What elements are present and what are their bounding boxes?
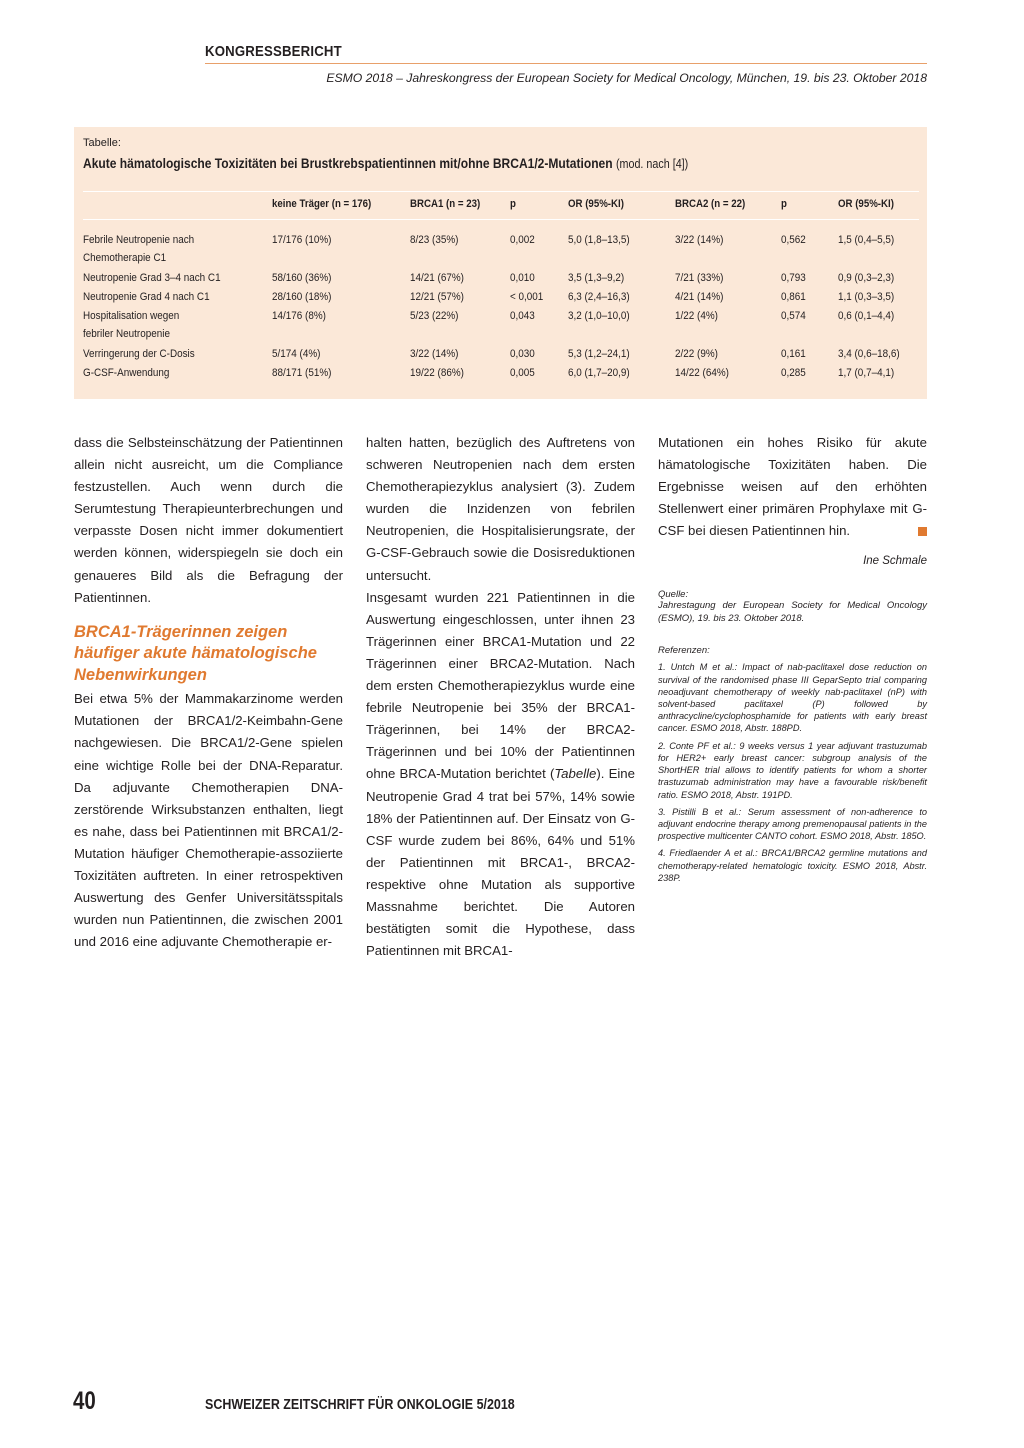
table-cell: 6,3 (2,4–16,3) [568, 291, 630, 303]
table-cell: 3,4 (0,6–18,6) [838, 348, 900, 360]
table-cell: 0,030 [510, 348, 535, 360]
table-cell: 6,0 (1,7–20,9) [568, 367, 630, 379]
paragraph-text: Insgesamt wurden 221 Patientinnen in die Auswertung eingeschlossen, unter ihnen 23 Trägerinnen einer BRCA1-Mutation und 22 Trägerinnen einer BRCA2-Mutation. Nach dem ersten Chemotherapiezyklus wurde eine febrile Neutropenie bei 35% der BRCA1-Trägerinnen, bei 14% der BRCA2-Trägerinnen und bei 10% der Patientinnen ohne BRCA-Mutation berichtet ( [366, 589, 635, 782]
table-cell: 0,005 [510, 367, 535, 379]
table-cell: 3,5 (1,3–9,2) [568, 272, 625, 284]
table-source-note: (mod. nach [4]) [615, 157, 689, 171]
header-rule [205, 63, 927, 64]
table-cell: 0,6 (0,1–4,4) [838, 310, 895, 322]
source-text: Jahrestagung der European Society for Medical Oncology (ESMO), 19. bis 23. Oktober 2018. [658, 600, 927, 624]
table-cell: 19/22 (86%) [410, 367, 464, 379]
table-header-cell: p [510, 198, 516, 210]
table-row-label: Neutropenie Grad 4 nach C1 [83, 291, 210, 303]
table-header-cell: OR (95%-KI) [568, 198, 624, 210]
table-cell: 3/22 (14%) [675, 234, 724, 246]
article-column-2 [366, 432, 635, 962]
paragraph [658, 432, 927, 542]
table-cell: 5,3 (1,2–24,1) [568, 348, 630, 360]
table-box [74, 127, 927, 399]
table-cell: 14/176 (8%) [272, 310, 326, 322]
end-mark-icon [918, 527, 927, 536]
table-row-label: Hospitalisation wegen [83, 310, 180, 322]
author: Ine Schmale [863, 555, 927, 568]
table-row-label: Neutropenie Grad 3–4 nach C1 [83, 272, 221, 284]
table-cell: 14/21 (67%) [410, 272, 464, 284]
header-subtitle: ESMO 2018 – Jahreskongress der European Society for Medical Oncology, München, 19. bis 23. Oktober 2018 [326, 71, 927, 85]
table-cell: 88/171 (51%) [272, 367, 332, 379]
references-list [658, 661, 927, 883]
article-column-3 [658, 432, 927, 889]
table-row-label: Chemotherapie C1 [83, 252, 167, 264]
table-cell: 1,5 (0,4–5,5) [838, 234, 895, 246]
table-cell: 5,0 (1,8–13,5) [568, 234, 630, 246]
table-cell: 8/23 (35%) [410, 234, 459, 246]
paragraph: dass die Selbsteinschätzung der Patientinnen allein nicht ausreicht, um die Compliance festzustellen. Auch wenn durch die Serumtestung Therapieunterbrechungen und verpasste Dosen nicht immer dokumentiert werden können, widerspiegeln sie doch ein genaueres Bild als die Befragung der Patientinnen. [74, 435, 343, 605]
table-cell: < 0,001 [510, 291, 544, 303]
source-label: Quelle: [658, 589, 689, 601]
table-row-label: febriler Neutropenie [83, 328, 170, 340]
table-rule [83, 191, 919, 192]
table-cell: 0,9 (0,3–2,3) [838, 272, 895, 284]
reference-item: 1. Untch M et al.: Impact of nab-paclitaxel dose reduction on survival of the randomised phase III GeparSepto trial comparing neoadjuvant chemotherapy of weekly nab-paclitaxel (nP) with solvent-based paclitaxel (P) followed by anthracycline/cyclophosphamide for patients with early breast cancer. ESMO 2018, Abstr. 188PD. [658, 662, 927, 734]
table-cell: 5/174 (4%) [272, 348, 321, 360]
table-header-cell: BRCA1 (n = 23) [410, 198, 481, 210]
table-header-cell: OR (95%-KI) [838, 198, 894, 210]
table-rule [83, 219, 919, 220]
table-title [83, 155, 688, 171]
paragraph: Bei etwa 5% der Mammakarzinome werden Mutationen der BRCA1/2-Keimbahn-Gene nachgewiesen. Die BRCA1/2-Gene spielen eine wichtige Rolle bei der DNA-Reparatur. Da adjuvante Chemotherapien DNA-zerstörende Wirksubstanzen enthalten, liegt es nahe, dass bei Patientinnen mit BRCA1/2-Mutation häufiger Chemotherapie-assoziierte Toxizitäten auftreten. In einer retrospektiven Auswertung des Genfer Universitätsspitals wurden nun Patientinnen, die zwischen 2001 und 2016 eine adjuvante Chemotherapie er- [74, 691, 343, 950]
table-reference: Tabelle [554, 766, 597, 782]
table-cell: 0,793 [781, 272, 806, 284]
table-label: Tabelle: [83, 137, 121, 149]
subheading: BRCA1-Trägerinnen zeigen häufiger akute hämatologische Nebenwirkungen [74, 622, 317, 684]
table-cell: 3/22 (14%) [410, 348, 459, 360]
paragraph-text: Mutationen ein hohes Risiko für akute hämatologische Toxizitäten haben. Die Ergebnisse weisen auf den erhöhten Stellenwert einer primären Prophylaxe mit G-CSF bei diesen Patientinnen hin. [658, 435, 927, 539]
table-cell: 0,285 [781, 367, 806, 379]
references-label: Referenzen: [658, 645, 710, 657]
table-cell: 12/21 (57%) [410, 291, 464, 303]
table-cell: 0,562 [781, 234, 806, 246]
table-cell: 0,861 [781, 291, 806, 303]
table-cell: 17/176 (10%) [272, 234, 332, 246]
table-cell: 0,161 [781, 348, 806, 360]
table-header-cell: BRCA2 (n = 22) [675, 198, 746, 210]
table-header-cell: p [781, 198, 787, 210]
table-cell: 2/22 (9%) [675, 348, 718, 360]
paragraph [366, 587, 635, 963]
journal-name: SCHWEIZER ZEITSCHRIFT FÜR ONKOLOGIE 5/2018 [205, 1397, 515, 1413]
reference-item: 4. Friedlaender A et al.: BRCA1/BRCA2 germline mutations and chemotherapy-related hematologic toxicity. ESMO 2018, Abstr. 238P. [658, 848, 927, 883]
paragraph: halten hatten, bezüglich des Auftretens von schweren Neutropenien nach dem ersten Chemotherapiezyklus analysiert (3). Zudem wurden die Inzidenzen von febrilen Neutropenien, die Hospitalisierungsrate, der G-CSF-Gebrauch sowie die Dosisreduktionen untersucht. [366, 435, 635, 583]
article-column-1 [74, 432, 343, 953]
table-cell: 58/160 (36%) [272, 272, 332, 284]
table-title-text: Akute hämatologische Toxizitäten bei Brustkrebspatientinnen mit/ohne BRCA1/2-Mutationen [83, 155, 613, 171]
table-cell: 7/21 (33%) [675, 272, 724, 284]
table-row-label: Verringerung der C-Dosis [83, 348, 195, 360]
table-cell: 0,574 [781, 310, 806, 322]
table-cell: 28/160 (18%) [272, 291, 332, 303]
table-cell: 4/21 (14%) [675, 291, 724, 303]
table-header-cell: keine Träger (n = 176) [272, 198, 372, 210]
table-cell: 1,1 (0,3–3,5) [838, 291, 895, 303]
page-number: 40 [73, 1387, 96, 1415]
table-cell: 3,2 (1,0–10,0) [568, 310, 630, 322]
table-row-label: G-CSF-Anwendung [83, 367, 170, 379]
paragraph-text: ). Eine Neutropenie Grad 4 trat bei 57%, 14% sowie 18% der Patientinnen auf. Der Einsatz von G-CSF wurde zudem bei 86%, 64% und 51% der Patientinnen mit BRCA1-, BRCA2- respektive ohne Mutation als supportive Massnahme berichtet. Die Autoren bestätigten somit die Hypothese, dass Patientinnen mit BRCA1- [366, 766, 635, 959]
table-cell: 1,7 (0,7–4,1) [838, 367, 895, 379]
table-cell: 0,010 [510, 272, 535, 284]
table-cell: 0,043 [510, 310, 535, 322]
table-cell: 14/22 (64%) [675, 367, 729, 379]
table-cell: 5/23 (22%) [410, 310, 459, 322]
reference-item: 2. Conte PF et al.: 9 weeks versus 1 year adjuvant trastuzumab for HER2+ early breast cancer: subgroup analysis of the ShortHER trial allows to identify patients for whom a shorter trastuzumab administration may have a favourable risk/benefit ratio. ESMO 2018, Abstr. 191PD. [658, 740, 927, 800]
reference-item: 3. Pistilli B et al.: Serum assessment of non-adherence to adjuvant endocrine therapy among premenopausal patients in the prospective multicenter CANTO cohort. ESMO 2018, Abstr. 185O. [658, 806, 927, 842]
table-row-label: Febrile Neutropenie nach [83, 234, 195, 246]
table-cell: 1/22 (4%) [675, 310, 718, 322]
section-title: KONGRESSBERICHT [205, 43, 342, 60]
table-cell: 0,002 [510, 234, 535, 246]
running-header [205, 42, 927, 85]
